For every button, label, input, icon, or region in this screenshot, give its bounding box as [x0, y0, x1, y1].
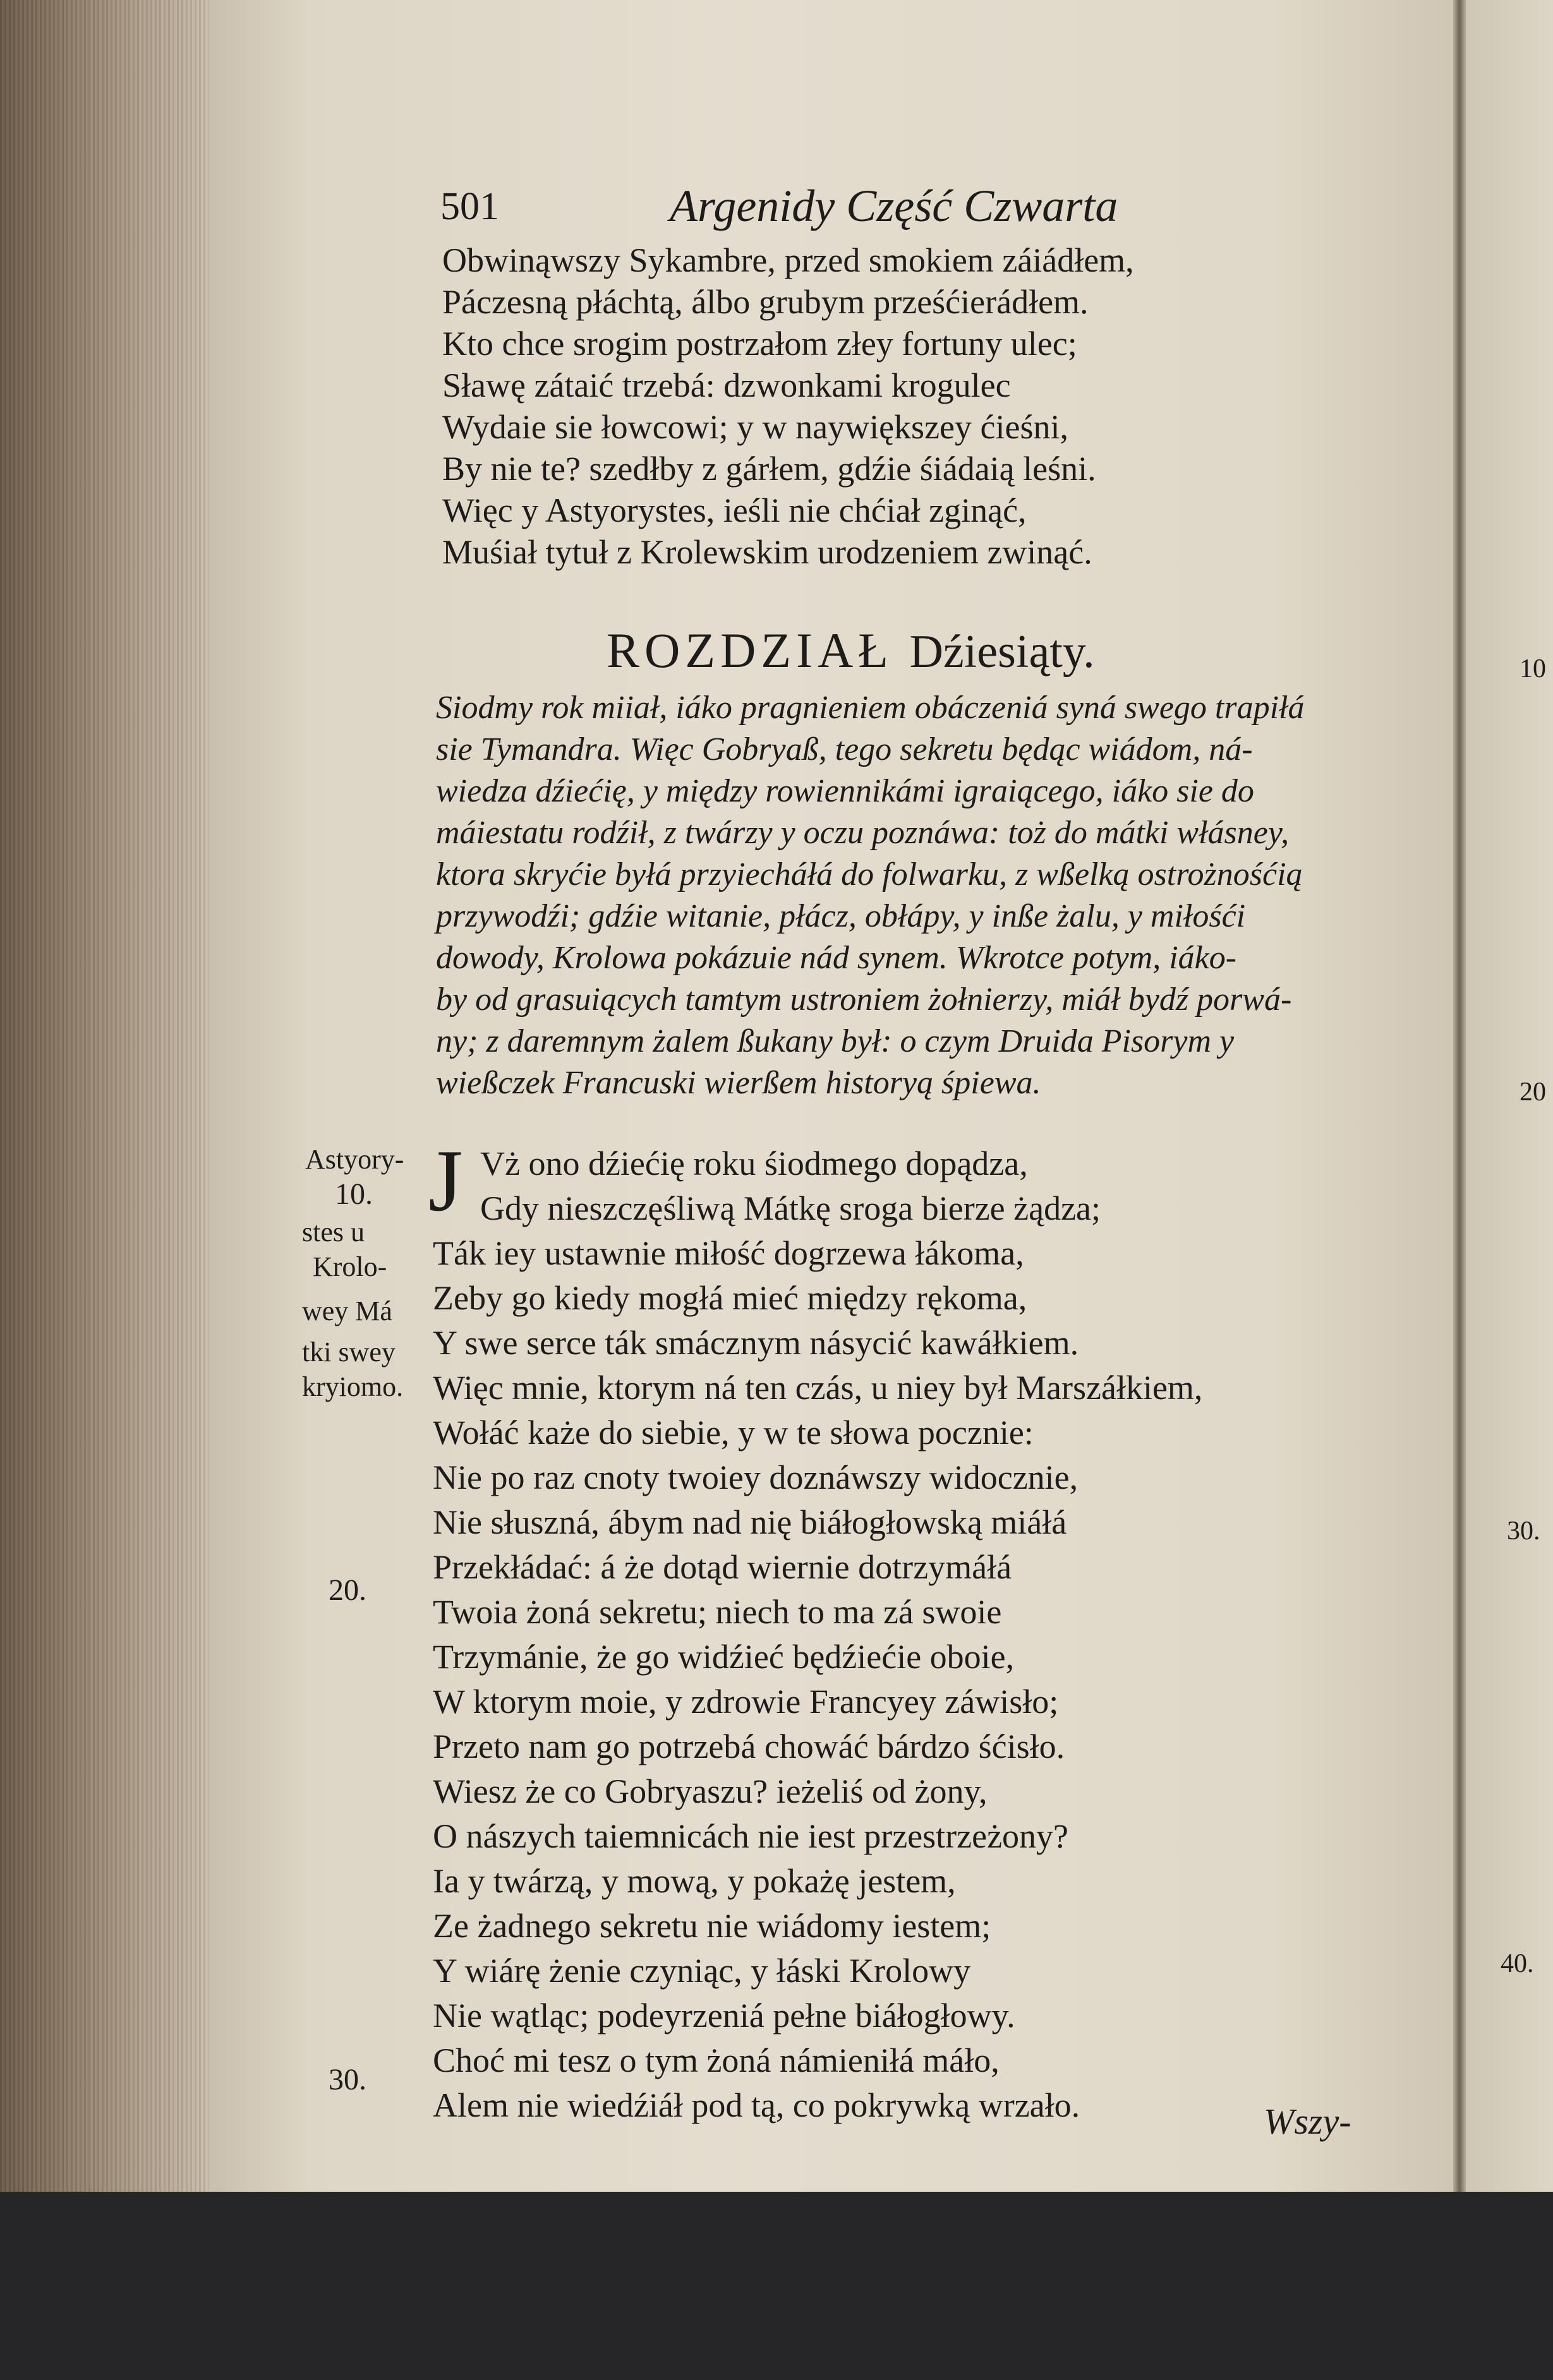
verse-line: Wiesz że co Gobryaszu? ieżeliś od żony,: [433, 1772, 988, 1810]
margin-note-line: tki swey: [302, 1337, 396, 1367]
chapter-title: [607, 622, 1095, 679]
page-number: 501: [440, 185, 499, 228]
verse-line: O nászych taiemnicách nie iest przestrzeżony?: [433, 1817, 1069, 1855]
verse-line: Trzymánie, że go widźieć będźiećie oboie,: [433, 1638, 1015, 1676]
summary-line: by od grasuiących tamtym ustroniem żołnierzy, miáł bydź porwá-: [436, 982, 1292, 1018]
verse-line: Wołáć każe do siebie, y w te słowa pocznie:: [433, 1414, 1034, 1451]
facing-number: 40.: [1501, 1949, 1534, 1978]
book-gutter: [1453, 0, 1466, 2192]
verse-line: Więc y Astyorystes, ieśli nie chćiał zginąć,: [442, 491, 1027, 529]
verse-line: W ktorym moie, y zdrowie Francyey záwisło;: [433, 1683, 1059, 1721]
line-number-20: 20.: [329, 1573, 366, 1607]
verse-line: Gdy nieszczęśliwą Mátkę sroga bierze żądza;: [480, 1189, 1101, 1227]
summary-line: sie Tymandra. Więc Gobryaß, tego sekretu będąc wiádom, ná-: [436, 731, 1253, 767]
facing-number: 20: [1520, 1078, 1546, 1107]
summary-line: wießczek Francuski wierßem historyą śpiewa.: [436, 1065, 1041, 1101]
facing-number: 30.: [1507, 1517, 1540, 1546]
verse-line: Więc mnie, ktorym ná ten czás, u niey był Marszáłkiem,: [433, 1369, 1203, 1407]
verse-line: Páczesną płáchtą, álbo grubym prześćierádłem.: [442, 283, 1089, 321]
verse-line: Sławę zátaić trzebá: dzwonkami krogulec: [442, 366, 1011, 404]
verse-line: Ták iey ustawnie miłość dogrzewa łákoma,: [433, 1234, 1024, 1272]
verse-line: Kto chce srogim postrzałom złey fortuny ulec;: [442, 325, 1077, 363]
summary-line: wiedza dźiećię, y między rowiennikámi igraiącego, iáko sie do: [436, 773, 1254, 809]
drop-cap: J: [428, 1132, 463, 1230]
verse-line: Nie wątląc; podeyrzeniá pełne biáłogłowy.: [433, 1997, 1015, 2034]
margin-note-line: wey Má: [302, 1295, 392, 1326]
facing-number: 10: [1520, 654, 1546, 683]
verse-line: Nie słuszná, ábym nad nię biáłogłowską miáłá: [433, 1503, 1067, 1541]
verse-line: Zeby go kiedy mogłá mieć między rękoma,: [433, 1279, 1027, 1317]
margin-note-line: Krolo-: [313, 1251, 387, 1282]
verse-line: Vż ono dźiećię roku śiodmego dopądza,: [480, 1145, 1028, 1182]
line-number-10: 10.: [335, 1177, 373, 1211]
summary-line: dowody, Krolowa pokázuie nád synem. Wkrotce potym, iáko-: [436, 940, 1237, 976]
margin-note-line: stes u: [302, 1217, 365, 1247]
verse-line: Ze żadnego sekretu nie wiádomy iestem;: [433, 1907, 991, 1945]
chapter-word: ROZDZIAŁ: [607, 623, 893, 678]
margin-note-line: Astyory-: [305, 1144, 404, 1175]
verse-line: By nie te? szedłby z gárłem, gdźie śiádaią leśni.: [442, 450, 1096, 488]
verse-line: Twoia żoná sekretu; niech to ma zá swoie: [433, 1593, 1002, 1631]
running-head: Argenidy Część Czwarta: [670, 181, 1118, 231]
verse-line: Przeto nam go potrzebá chowáć bárdzo śćisło.: [433, 1728, 1065, 1765]
verse-line: Obwinąwszy Sykambre, przed smokiem záiádłem,: [442, 241, 1134, 279]
verse-line: Przekłádać: á że dotąd wiernie dotrzymáłá: [433, 1548, 1012, 1586]
verse-line: Nie po raz cnoty twoiey doznáwszy widocznie,: [433, 1458, 1079, 1496]
scan-background: [0, 2192, 1553, 2380]
catchword: Wszy-: [1264, 2101, 1351, 2142]
verse-line: Y wiárę żenie czyniąc, y łáski Krolowy: [433, 1952, 971, 1990]
summary-line: ny; z daremnym żalem ßukany był: o czym Druida Pisorym y: [436, 1023, 1235, 1059]
line-number-30: 30.: [329, 2063, 366, 2096]
summary-line: ktora skryćie byłá przyiecháłá do folwarku, z wßelką ostrożnośćią: [436, 856, 1303, 892]
margin-note-line: kryiomo.: [302, 1371, 404, 1402]
verse-line: Wydaie sie łowcowi; y w naywiększey ćieśni,: [442, 408, 1068, 446]
summary-line: máiestatu rodźił, z twárzy y oczu poznáwa: toż do mátki włásney,: [436, 815, 1290, 851]
chapter-number: Dźiesiąty.: [909, 626, 1095, 678]
verse-line: Choć mi tesz o tym żoná námieniłá máło,: [433, 2041, 1000, 2079]
verse-line: Y swe serce ták smácznym násycić kawáłkiem.: [433, 1324, 1079, 1362]
book-page-edges: [0, 0, 208, 2192]
summary-line: Siodmy rok miiał, iáko pragnieniem obáczeniá syná swego trapiłá: [436, 690, 1305, 726]
verse-line: Ia y twárzą, y mową, y pokażę jestem,: [433, 1862, 956, 1900]
verse-line: Alem nie wiedźiáł pod tą, co pokrywką wrzało.: [433, 2086, 1080, 2124]
summary-line: przywodźi; gdźie witanie, płácz, obłápy, y inße żalu, y miłośći: [436, 898, 1246, 934]
verse-line: Muśiał tytuł z Krolewskim urodzeniem zwinąć.: [442, 533, 1092, 571]
